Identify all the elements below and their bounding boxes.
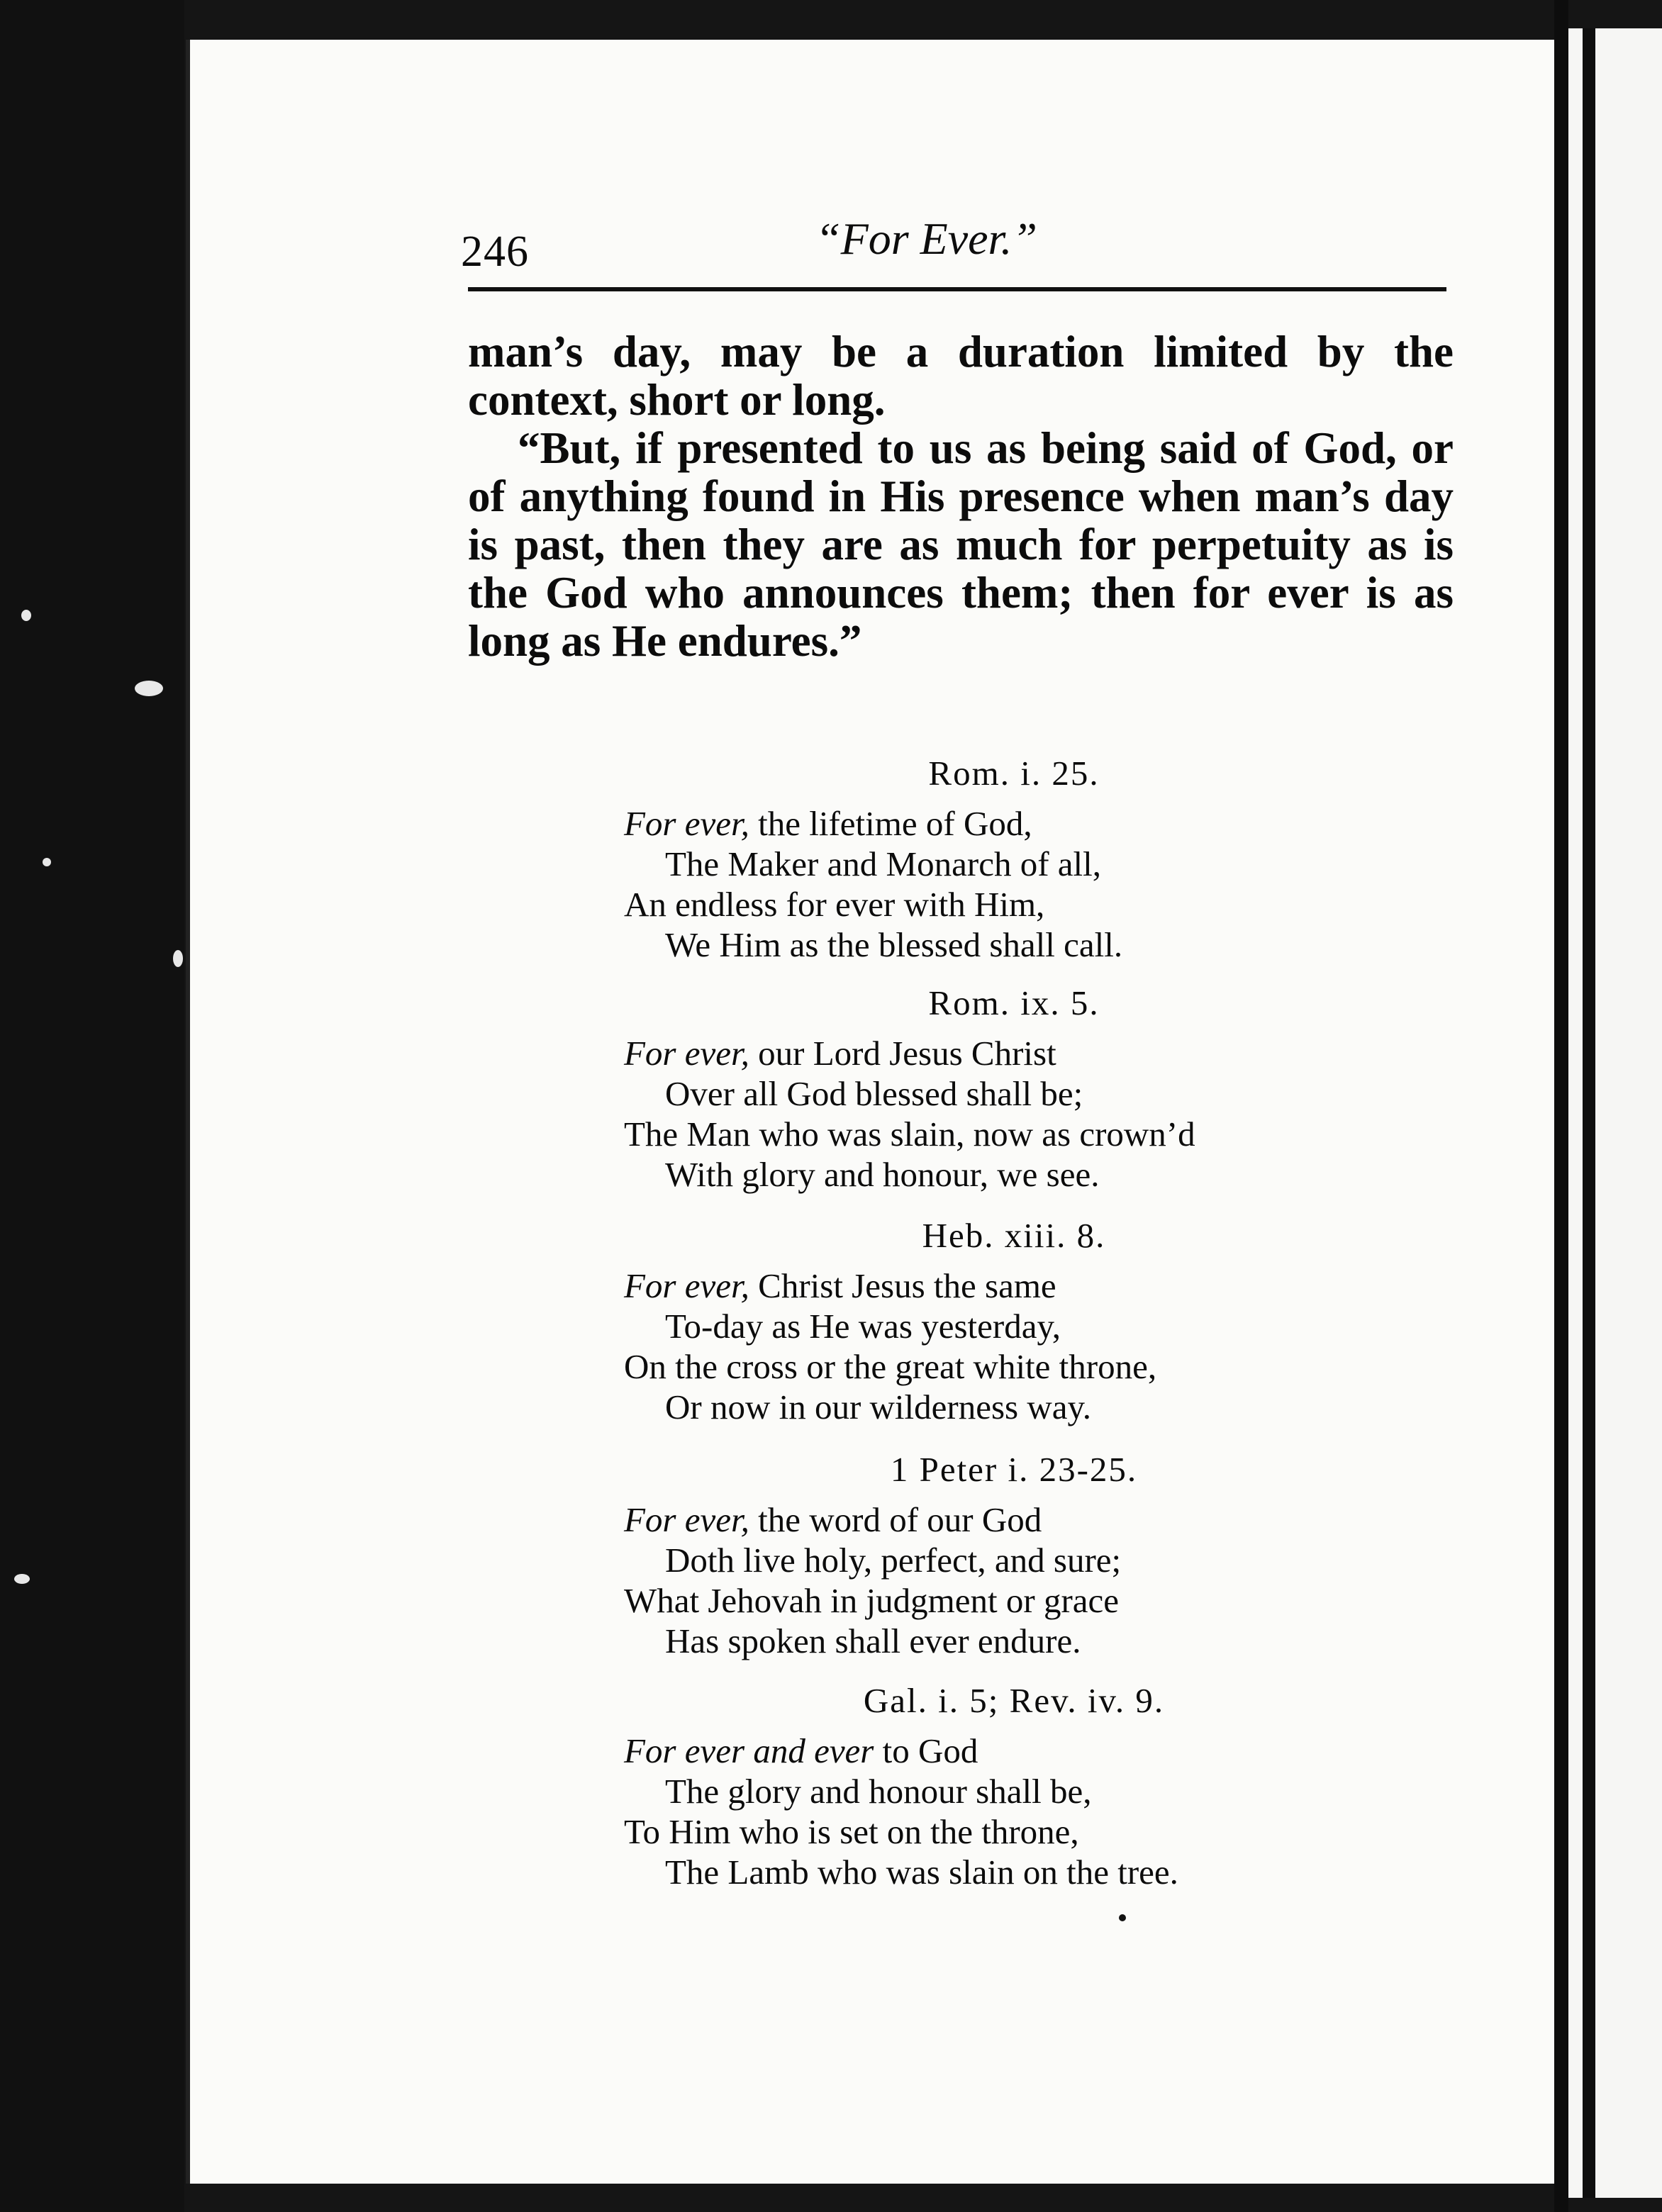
verse-line [624,1499,1446,1540]
verse-line: With glory and honour, we see. [665,1155,1100,1194]
dust-speck [43,858,51,866]
prose-text [468,328,1454,665]
verse-line: The Lamb who was slain on the tree. [665,1853,1178,1892]
running-title: “For Ever.” [815,213,1037,264]
verse-line [624,803,1446,844]
verse-line: The Maker and Monarch of all, [665,844,1101,883]
dust-speck [135,681,163,696]
header-rule [468,287,1446,291]
verse-text: our Lord Jesus Christ [749,1034,1056,1073]
facing-page-shadow [1583,28,1595,2198]
verse-line: Or now in our wilderness way. [665,1387,1092,1426]
verse-line: We Him as the blessed shall call. [665,925,1123,964]
verse-lead: For ever and ever [624,1731,874,1770]
verse-lead: For ever, [624,1500,749,1539]
scripture-reference: 1 Peter i. 23-25. [890,1450,1138,1489]
verse-text: Christ Jesus the same [749,1266,1056,1305]
verse-line: The Man who was slain, now as crown’d [624,1115,1195,1154]
verse-text: the word of our God [749,1500,1042,1539]
verse-line: To Him who is set on the throne, [624,1812,1079,1851]
verse-line: Doth live holy, perfect, and sure; [665,1541,1122,1580]
verse-text: to God [874,1731,978,1770]
verse-text: the lifetime of God, [749,804,1032,843]
dust-speck [21,610,31,621]
verse-line [624,1033,1446,1073]
verse-block [624,1680,1446,1892]
scan-gutter-right [1554,0,1568,2212]
scripture-reference: Gal. i. 5; Rev. iv. 9. [863,1681,1165,1720]
dust-speck [173,950,183,967]
verse-line [624,1731,1446,1771]
verse-block [624,1449,1446,1661]
verse-block [624,753,1446,965]
scripture-reference: Rom. i. 25. [928,754,1100,793]
paragraph: man’s day, may be a duration limited by the context, short or long. [468,327,1454,425]
scripture-reference: Heb. xiii. 8. [922,1216,1106,1255]
verse-lead: For ever, [624,1034,749,1073]
scripture-reference: Rom. ix. 5. [928,983,1100,1022]
paragraph: “But, if presented to us as being said of God, or of anything found in His presence when man’s day is past, then they are as much for perpetuity as is the God who announces them; then for ever is as long as He endures.” [468,423,1454,666]
verse-line: The glory and honour shall be, [665,1772,1092,1811]
verse-line: To-day as He was yesterday, [665,1307,1061,1346]
verse-line: An endless for ever with Him, [624,885,1045,924]
verse-line: Over all God blessed shall be; [665,1074,1083,1113]
scan-background-left [0,0,184,2212]
verse-lead: For ever, [624,804,749,843]
verse-line: On the cross or the great white throne, [624,1347,1157,1386]
running-head [461,213,1446,276]
verse-line [624,1266,1446,1306]
verse-block [624,983,1446,1195]
verse-block [624,1215,1446,1427]
end-mark [1119,1914,1126,1921]
dust-speck [14,1574,30,1584]
page-number: 246 [461,228,529,276]
verse-line: What Jehovah in judgment or grace [624,1581,1120,1620]
verse-lead: For ever, [624,1266,749,1305]
verse-line: Has spoken shall ever endure. [665,1621,1081,1660]
